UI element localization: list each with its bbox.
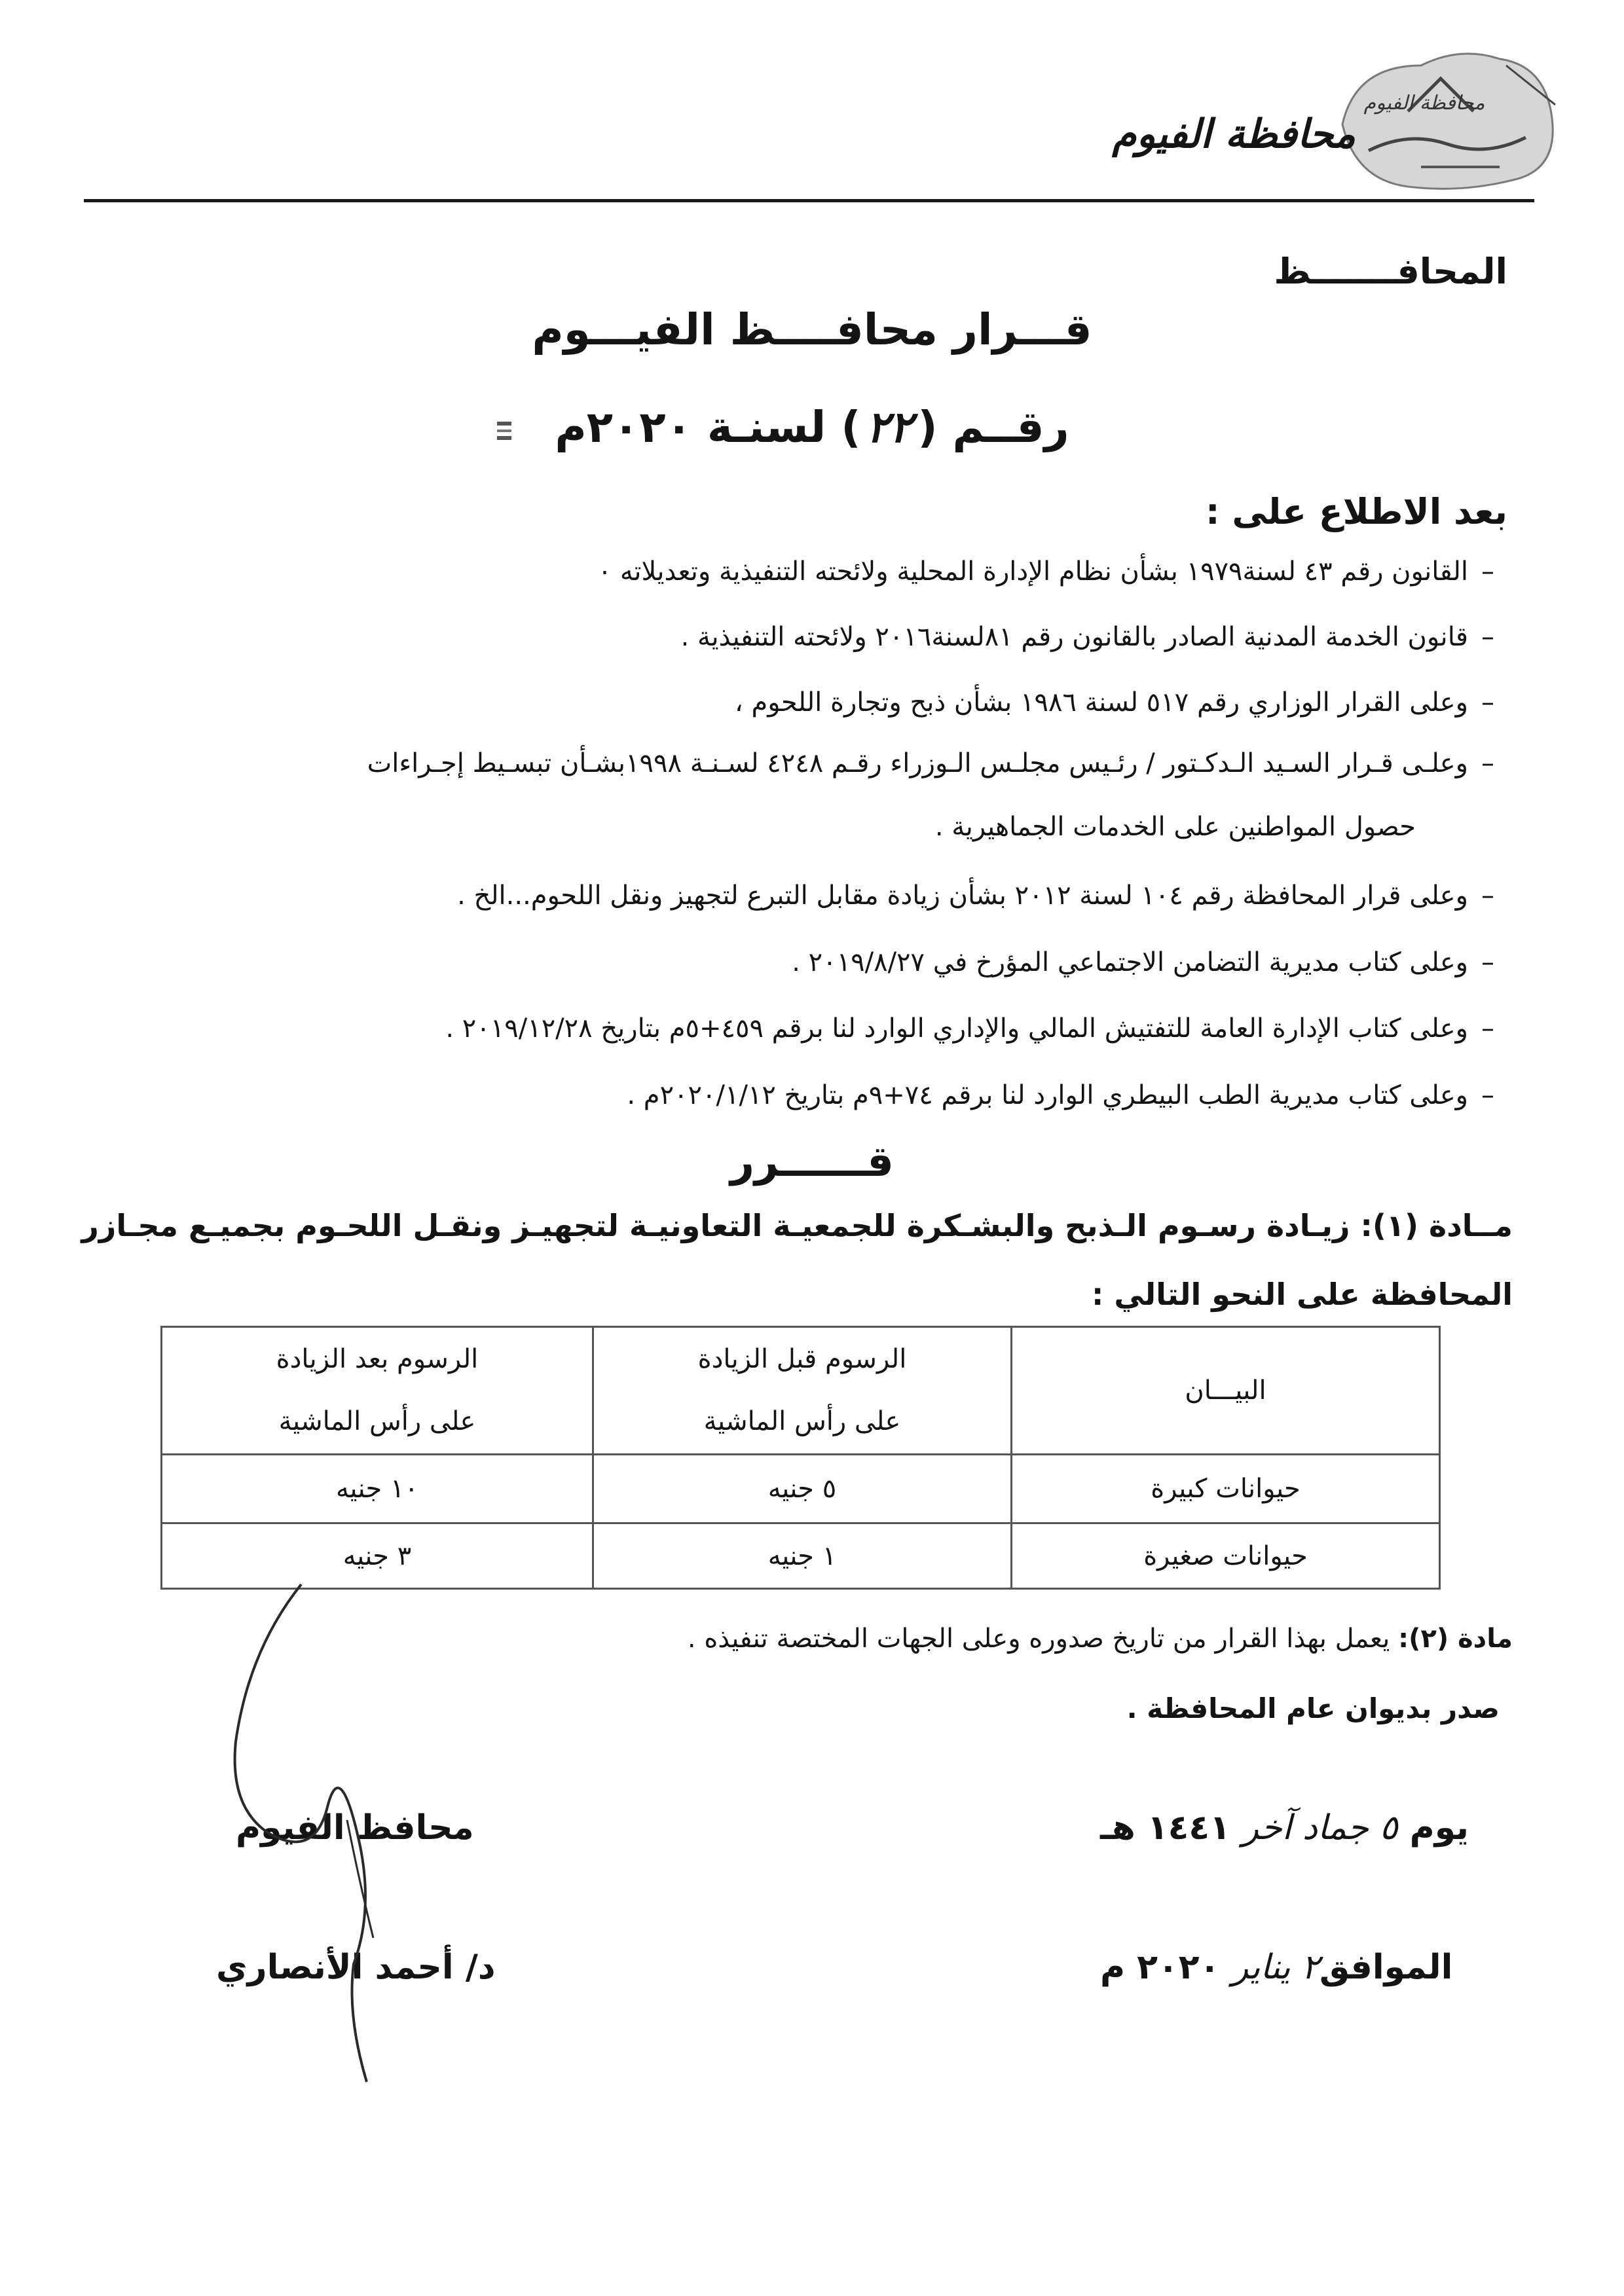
table-row xyxy=(162,1455,1440,1523)
decree-number-suffix: ) لسنـة ٢٠٢٠م xyxy=(555,402,861,452)
preamble-item: –وعلـى قـرار السـيد الـدكـتور / رئـيس مجلـس الـوزراء رقـم ٤٢٤٨ لسـنـة ١٩٩٨بشـأن تبسـيط إجـراءات xyxy=(367,748,1494,778)
signatory-name: د/ أحمد الأنصاري xyxy=(216,1948,496,1987)
decree-number: ٢٢ xyxy=(866,401,913,452)
decree-number-line xyxy=(0,401,1624,452)
header-statement: البيـــان xyxy=(1012,1327,1440,1455)
row-fee-after: ٣ جنيه xyxy=(162,1523,593,1589)
hijri-date: يوم ٥ جماد آخر ١٤٤١ هـ xyxy=(1100,1808,1469,1848)
handwritten-day: ٥ جماد آخر xyxy=(1242,1808,1398,1848)
stamp-mark-icon xyxy=(494,418,514,444)
article-1-continuation: المحافظة على النحو التالي : xyxy=(1091,1277,1513,1312)
gregorian-date: الموافق٢ يناير ٢٠٢٠ م xyxy=(1100,1948,1453,1987)
seal-text: محافظة الفيوم xyxy=(1363,92,1485,115)
issuer-role: المحافـــــــظ xyxy=(1274,251,1507,292)
preamble-item: –القانون رقم ٤٣ لسنة١٩٧٩ بشأن نظام الإدارة المحلية ولائحته التنفيذية وتعديلاته ٠ xyxy=(597,556,1494,587)
governorate-seal xyxy=(1329,39,1565,196)
decree-number-prefix: رقــم ( xyxy=(917,402,1069,452)
preamble-item: –وعلى كتاب مديرية الطب البيطري الوارد لنا برقم ٧٤+٩م بتاريخ ٢٠٢٠/١/١٢م . xyxy=(627,1080,1494,1110)
preamble-item: –وعلى كتاب الإدارة العامة للتفتيش المالي والإداري الوارد لنا برقم ٤٥٩+٥م بتاريخ ٢٠١٩/١٢/٢٨ . xyxy=(445,1013,1494,1044)
row-statement: حيوانات صغيرة xyxy=(1012,1523,1440,1589)
row-statement: حيوانات كبيرة xyxy=(1012,1455,1440,1523)
table-header-row xyxy=(162,1327,1440,1455)
preamble-heading: بعد الاطلاع على : xyxy=(1206,491,1507,532)
preamble-item: –وعلى القرار الوزاري رقم ٥١٧ لسنة ١٩٨٦ بشأن ذبح وتجارة اللحوم ، xyxy=(734,687,1494,718)
governorate-name: محافظة الفيوم xyxy=(1112,111,1356,157)
row-fee-before: ١ جنيه xyxy=(593,1523,1011,1589)
article-2: مادة (٢): يعمل بهذا القرار من تاريخ صدوره وعلى الجهات المختصة تنفيذه . xyxy=(687,1624,1513,1654)
article-1: مــادة (١): زيـادة رسـوم الـذبح والبشـكرة للجمعيـة التعاونيـة لتجهيـز ونقـل اللحـوم بجميـع مجـازر xyxy=(81,1208,1513,1243)
row-fee-before: ٥ جنيه xyxy=(593,1455,1011,1523)
preamble-item: –قانون الخدمة المدنية الصادر بالقانون رقم ٨١لسنة٢٠١٦ ولائحته التنفيذية . xyxy=(680,622,1494,652)
preamble-item-continuation: حصول المواطنين على الخدمات الجماهيرية . xyxy=(934,812,1416,842)
decree-title: قـــرار محافــــظ الفيـــوم xyxy=(532,304,1092,355)
fee-table xyxy=(160,1326,1441,1590)
preamble-item: –وعلى كتاب مديرية التضامن الاجتماعي المؤرخ في ٢٠١٩/٨/٢٧ . xyxy=(792,947,1494,977)
handwritten-signature xyxy=(196,1571,471,2095)
issued-at: صدر بديوان عام المحافظة . xyxy=(1126,1692,1500,1724)
row-fee-after: ١٠ جنيه xyxy=(162,1455,593,1523)
header-after: الرسوم بعد الزيادة على رأس الماشية xyxy=(162,1327,593,1455)
decree-heading: قــــــرر xyxy=(730,1138,894,1186)
header-before: الرسوم قبل الزيادة على رأس الماشية xyxy=(593,1327,1011,1455)
handwritten-date: ٢ يناير xyxy=(1232,1948,1320,1987)
header-divider xyxy=(84,199,1534,202)
signatory-title: محافظ الفيوم xyxy=(236,1808,474,1848)
preamble-item: –وعلى قرار المحافظة رقم ١٠٤ لسنة ٢٠١٢ بشأن زيادة مقابل التبرع لتجهيز ونقل اللحوم...الخ . xyxy=(457,881,1494,911)
